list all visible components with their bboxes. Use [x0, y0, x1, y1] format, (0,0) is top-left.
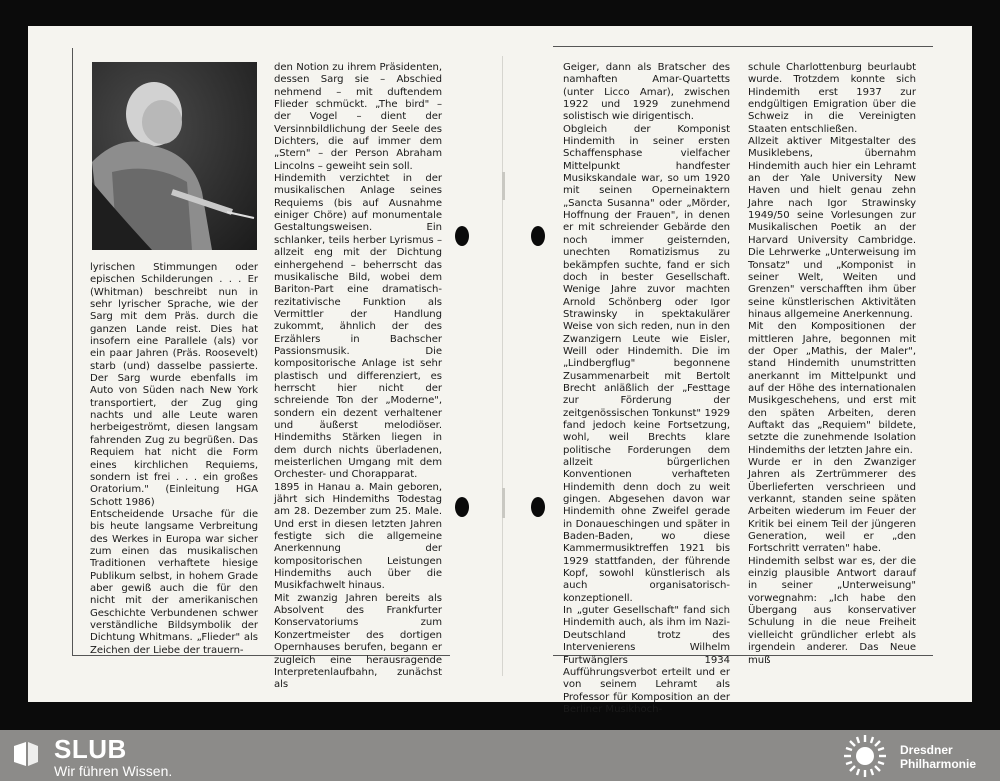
left-page-rule: [72, 48, 73, 656]
punch-hole: [531, 226, 545, 246]
paragraph: Mit den Kompositionen der mittleren Jahre, begonnen mit der Oper „Mathis, der Maler", stand Hindemith unumstritten anerkannt im Mittelpunkt und auf der Höhe des internationalen Musikgeschehens, und erst mit den späten Arbeiten, deren Auftakt das „Requiem" bildete, setzte die zunehmende Isolation Hindemiths der letzten Jahre ein.: [748, 321, 916, 456]
paragraph: In „guter Gesellschaft" fand sich Hindemith auch, als ihm im Nazi-Deutschland trotz des Intervenierens Wilhelm Furtwänglers 1934 Aufführungsverbot erteilt und er von seinem Lehramt als Professor für Komposition an der Berliner Musikhoch-: [563, 605, 730, 715]
punch-hole: [455, 226, 469, 246]
paragraph: Hindemith selbst war es, der die einzig plausible Antwort darauf in seiner „Unterweisung" vorwegnahm: „Ich habe den Übergang aus konservativer Schulung in die neue Freiheit vielleicht gründlicher erlebt als irgendein anderer. Das Neue muß: [748, 555, 916, 666]
right-top-rule: [553, 46, 933, 47]
text-column-left-2: [274, 62, 442, 692]
portrait-photo: [92, 62, 257, 250]
paragraph: den Notion zu ihrem Präsidenten, dessen Sarg sie – Abschied nehmend – mit duftendem Flieder schmückt. „The bird" – der Vogel – dient der Versinnbildlichung der Seele des Dichters, die auf immer dem „Stern" – der Person Abraham Lincolns – geweiht sein soll.: [274, 62, 442, 172]
paragraph: Allzeit aktiver Mitgestalter des Musiklebens, übernahm Hindemith auch hier ein Lehramt an der Yale University New Haven und hielt genau zehn Jahre nach Igor Strawinsky 1949/50 seine Vorlesungen zur Musikalischen Poetik an der Harvard University Cambridge. Die Lehrwerke „Unterweisung im Tonsatz" und „Komponist in seiner Welt, Weiten und Grenzen" verschafften ihm über seine künstlerischen Aktivitäten hinaus allgemeine Anerkennung.: [748, 136, 916, 320]
staple-top: [502, 172, 505, 200]
partner-name-line2: Philharmonie: [900, 757, 977, 771]
staple-bottom: [502, 488, 505, 518]
paragraph: Wurde er in den Zwanziger Jahren als Zertrümmerer des Überlieferten verschrieen und verkannt, standen seine späten Arbeiten wiederum im Feuer der Kritik bei einem Teil der jüngeren Generation, weil er „den Fortschritt verraten" habe.: [748, 457, 916, 555]
punch-hole: [531, 497, 545, 517]
partner-name-line1: Dresdner: [900, 743, 953, 757]
library-name[interactable]: SLUB: [54, 734, 127, 764]
text-column-left-1: [90, 262, 258, 657]
text-column-right-1: [563, 62, 730, 716]
library-tagline: Wir führen Wissen.: [54, 763, 173, 779]
philharmonie-logo-icon[interactable]: [840, 733, 890, 779]
paragraph: Mit zwanzig Jahren bereits als Absolvent des Frankfurter Konservatoriums zum Konzertmeister des dortigen Opernhauses berufen, begann er zugleich eine herausragende Interpretenlaufbahn, zunächst als: [274, 592, 442, 691]
paragraph: 1895 in Hanau a. Main geboren, jährt sich Hindemiths Todestag am 28. Dezember zum 25. Male. Und erst in diesen letzten Jahren festigte sich die allgemeine Anerkennung der kompositorischen Leistungen Hindemiths auch über die Musikfachwelt hinaus.: [274, 481, 442, 592]
paragraph: Hindemith verzichtet in der musikalischen Anlage seines Requiems (bis auf Ausnahme einiger Chöre) auf monumentale Gestaltungsweisen. Ein schlanker, teils herber Lyrismus – allzeit eng mit der Dichtung einhergehend – beherrscht das musikalische Bild, wobei dem Bariton-Part eine dramatisch-rezitativische Funktion als Vermittler der Handlung zukommt, ähnlich der des Erzählers in Bachscher Passionsmusik. Die kompositorische Anlage ist sehr plastisch und differenziert, es herrscht hier nicht der schreiende Ton der „Moderne", sondern ein dezent verhaltener und äußerst melodiöser. Hindemiths Stärken liegen in dem durch nichts überladenen, meisterlichen Umgang mit dem Orchester- und Chorapparat.: [274, 173, 442, 481]
punch-hole: [455, 497, 469, 517]
paragraph: Obgleich der Komponist Hindemith in seiner ersten Schaffensphase vielfacher Mittelpunkt handfester Musikskandale war, so um 1920 mit seinen Operneinaktern „Sancta Susanna" oder „Mörder, Hoffnung der Frauen", in denen er mit schreiender Gebärde den noch immer geisternden, unechten Romatizismus zu bekämpfen suchte, fand er sich doch in bester Gesellschaft. Wenige Jahre zuvor machten Arnold Schönberg oder Igor Strawinsky in spektakulärer Weise von sich reden, nun in den Zwanzigern Leute wie Eisler, Weill oder Hindemith. Die im „Lindbergflug" begonnene Zusammenarbeit mit Bertolt Brecht anläßlich der „Festtage zur Förderung der zeitgenössischen Tonkunst" 1929 fand jedoch keine Fortsetzung, wohl, weil Brechts klare politische Forderungen dem allzeit bürgerlichen Konventionen verhafteten Hindemith denn doch zu weit gingen. Abgesehen davon war Hindemith ohne Zweifel gerade in Donaueschingen und später in Baden-Baden, wo diese Kammermusiktreffen 1921 bis 1929 stattfanden, der führende Kopf, sowohl künstlerisch als auch organisatorisch-konzeptionell.: [563, 123, 730, 604]
text-column-right-2: [748, 62, 916, 667]
paragraph: Geiger, dann als Bratscher des namhaften Amar-Quartetts (unter Licco Amar), zwischen 1922 und 1929 zunehmend solistisch wie dirigentisch.: [563, 62, 730, 123]
paragraph: lyrischen Stimmungen oder epischen Schilderungen . . . Er (Whitman) beschreibt nun in sehr lyrischer Sprache, wie der Sarg mit dem Präs. durch die ganzen Lande reist. Dies hat insofern eine Parallele (als) vor ein paar Jahren (Präs. Roosevelt) starb (und) dasselbe passierte. Der Sarg wurde ebenfalls im Auto von Süden nach New York transportiert, der Zug ging nachts und alle Leute waren herbeigeströmt, diesen langsam fahrenden Zug zu begrüßen. Das Requiem hat nicht die Form eines kirchlichen Requiems, sondern ist frei . . . ein großes Oratorium." (Einleitung HGA Schott 1986): [90, 262, 258, 508]
paragraph: schule Charlottenburg beurlaubt wurde. Trotzdem konnte sich Hindemith erst 1937 zur endgültigen Emigration über die Schweiz in die Vereinigten Staaten entschließen.: [748, 62, 916, 135]
fold-line: [502, 56, 503, 676]
partner-name[interactable]: [900, 743, 976, 771]
paragraph: Entscheidende Ursache für die bis heute langsame Verbreitung des Werkes in Europa war sicher zum einen das musikalischen Traditionen verhaftete hiesige Publikum selbst, in hohem Grade aber gewiß auch die für den nicht mit der amerikanischen Geschichte Verbundenen schwer verständliche Bildsymbolik der Dichtung Whitmans. „Flieder" als Zeichen der Liebe der trauern-: [90, 508, 258, 656]
slub-logo-icon[interactable]: [12, 740, 40, 768]
